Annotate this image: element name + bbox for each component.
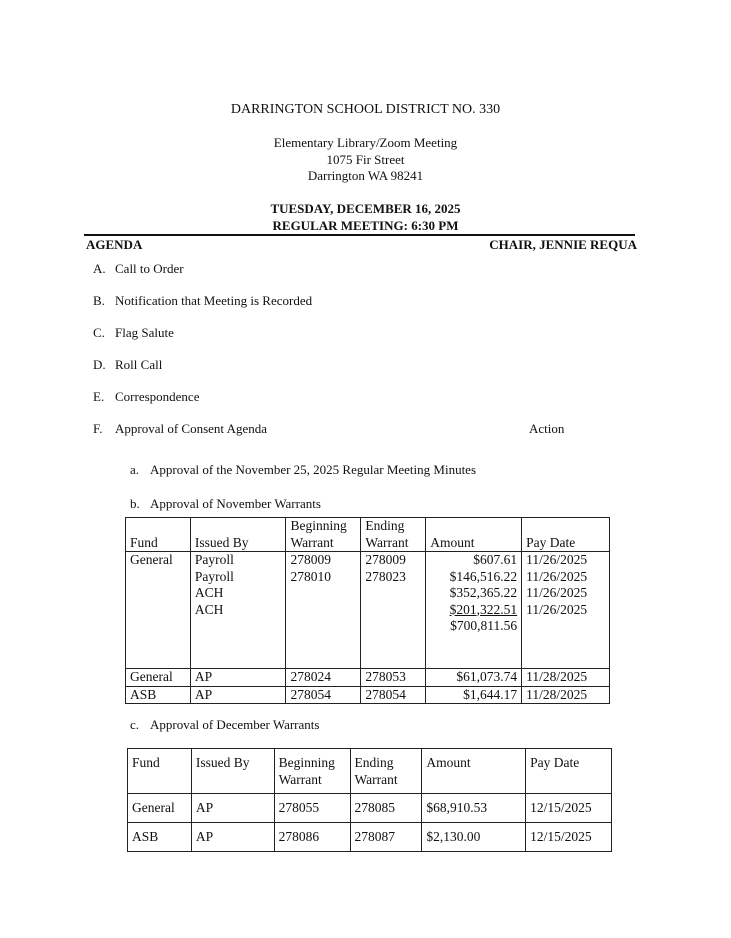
header-ending: Ending <box>365 518 405 533</box>
subitem-letter: b. <box>130 496 140 511</box>
cell-issued-by: AP <box>191 823 274 852</box>
chair-label: CHAIR, JENNIE REQUA <box>489 237 637 252</box>
subitem-text: Approval of December Warrants <box>150 717 320 732</box>
table-header-row <box>128 749 612 794</box>
table-row <box>126 552 610 669</box>
location-line-1: Elementary Library/Zoom Meeting <box>273 135 458 150</box>
location-line-2: 1075 Fir Street <box>326 152 405 167</box>
meeting-date: TUESDAY, DECEMBER 16, 2025 <box>270 201 461 216</box>
header-warrant: Warrant <box>365 534 409 550</box>
cell-ending: 278053 <box>361 669 426 687</box>
meeting-time: REGULAR MEETING: 6:30 PM <box>272 218 459 233</box>
header-beginning: Beginning <box>290 518 347 533</box>
header-beginning: Beginning <box>278 755 335 770</box>
agenda-item-b <box>93 293 312 309</box>
cell-pay-date: 12/15/2025 <box>526 823 612 852</box>
cell-line: Payroll <box>194 552 234 567</box>
cell-pay-date: 12/15/2025 <box>526 794 612 823</box>
cell-amount: $2,130.00 <box>422 823 526 852</box>
cell-fund: ASB <box>126 686 191 704</box>
item-text: Roll Call <box>115 357 163 372</box>
header-ending-warrant <box>350 749 422 794</box>
item-text: Approval of Consent Agenda <box>115 421 268 436</box>
table-row <box>126 669 610 687</box>
cell-amount <box>426 552 522 669</box>
action-label: Action <box>529 421 565 436</box>
cell-amount: $1,644.17 <box>426 686 522 704</box>
table-header-row <box>126 518 610 552</box>
cell-fund: ASB <box>128 823 192 852</box>
header-fund: Fund <box>128 749 192 794</box>
subitem-b <box>130 496 321 512</box>
header-ending: Ending <box>354 755 394 770</box>
header-amount: Amount <box>422 749 526 794</box>
cell-line: $352,365.22 <box>449 585 518 600</box>
item-letter: A. <box>93 261 106 276</box>
cell-ending <box>361 552 426 669</box>
item-letter: D. <box>93 357 106 372</box>
table-row <box>128 823 612 852</box>
item-text: Notification that Meeting is Recorded <box>115 293 313 308</box>
cell-line: ACH <box>194 601 224 617</box>
cell-pay-date <box>522 552 610 669</box>
cell-fund: General <box>126 552 191 669</box>
district-title: DARRINGTON SCHOOL DISTRICT NO. 330 <box>230 102 501 117</box>
header-fund: Fund <box>126 518 191 552</box>
cell-amount: $68,910.53 <box>422 794 526 823</box>
cell-ending: 278054 <box>361 686 426 704</box>
subitem-letter: c. <box>130 717 140 732</box>
item-letter: B. <box>93 293 105 308</box>
cell-ending: 278085 <box>350 794 422 823</box>
cell-line: 11/26/2025 <box>526 568 588 584</box>
amount-total: $700,811.56 <box>450 618 518 633</box>
cell-issued-by: AP <box>191 794 274 823</box>
header-issued-by: Issued By <box>191 749 274 794</box>
agenda-item-e <box>93 389 199 405</box>
cell-beginning: 278086 <box>274 823 350 852</box>
agenda-item-d <box>93 357 162 373</box>
agenda-item-c <box>93 325 174 341</box>
header-ending-warrant <box>361 518 426 552</box>
cell-line: Payroll <box>194 568 234 584</box>
agenda-label: AGENDA <box>86 237 143 252</box>
item-letter: E. <box>93 389 105 404</box>
cell-issued-by: AP <box>190 686 286 704</box>
agenda-item-f <box>93 421 267 437</box>
cell-issued-by <box>190 552 286 669</box>
cell-line: 278023 <box>365 568 406 584</box>
cell-fund: General <box>128 794 192 823</box>
header-pay-date: Pay Date <box>522 518 610 552</box>
header-beginning-warrant <box>286 518 361 552</box>
item-text: Call to Order <box>115 261 184 276</box>
cell-ending: 278087 <box>350 823 422 852</box>
table-row <box>128 794 612 823</box>
cell-line: 278010 <box>290 568 331 584</box>
cell-line: $607.61 <box>473 552 518 567</box>
header-warrant: Warrant <box>278 771 322 787</box>
item-text: Correspondence <box>115 389 200 404</box>
underlined-amount: $201,322.51 <box>449 601 518 617</box>
item-text: Flag Salute <box>115 325 174 340</box>
cell-pay-date: 11/28/2025 <box>522 686 610 704</box>
cell-fund: General <box>126 669 191 687</box>
item-letter: C. <box>93 325 105 340</box>
subitem-c <box>130 717 319 733</box>
subitem-text: Approval of November Warrants <box>150 496 321 511</box>
december-warrants-table <box>127 748 612 852</box>
cell-line: 11/26/2025 <box>526 601 588 617</box>
header-beginning-warrant <box>274 749 350 794</box>
header-divider <box>84 234 635 236</box>
agenda-item-a <box>93 261 184 277</box>
cell-line <box>430 602 517 619</box>
item-letter: F. <box>93 421 103 436</box>
cell-line: 11/26/2025 <box>526 585 588 600</box>
cell-issued-by: AP <box>190 669 286 687</box>
cell-line: 278009 <box>365 552 406 567</box>
header-warrant: Warrant <box>354 771 398 787</box>
subitem-a <box>130 462 476 478</box>
header-warrant: Warrant <box>290 534 334 550</box>
cell-line: 11/26/2025 <box>526 552 588 567</box>
cell-beginning: 278054 <box>286 686 361 704</box>
location-line-3: Darrington WA 98241 <box>307 168 424 183</box>
table-row <box>126 686 610 704</box>
cell-beginning: 278024 <box>286 669 361 687</box>
cell-line: ACH <box>194 585 224 600</box>
cell-line: 278009 <box>290 552 331 567</box>
november-warrants-table <box>125 517 610 704</box>
header-pay-date: Pay Date <box>526 749 612 794</box>
cell-beginning <box>286 552 361 669</box>
subitem-letter: a. <box>130 462 140 477</box>
cell-beginning: 278055 <box>274 794 350 823</box>
cell-line: $146,516.22 <box>449 568 518 584</box>
header-issued-by: Issued By <box>190 518 286 552</box>
cell-amount: $61,073.74 <box>426 669 522 687</box>
header-amount: Amount <box>426 518 522 552</box>
cell-pay-date: 11/28/2025 <box>522 669 610 687</box>
subitem-text: Approval of the November 25, 2025 Regular Meeting Minutes <box>150 462 477 477</box>
